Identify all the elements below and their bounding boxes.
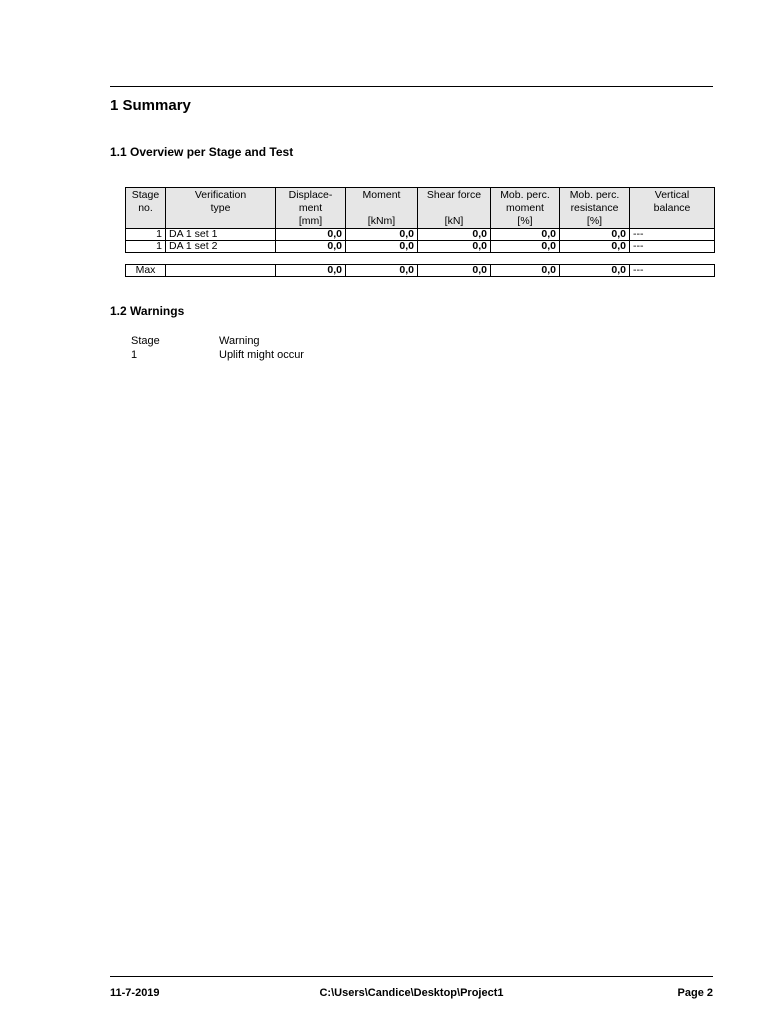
table-row [126, 229, 715, 241]
cell-type: DA 1 set 2 [166, 241, 276, 253]
cell-mob-moment: 0,0 [491, 241, 560, 253]
cell-shear: 0,0 [418, 229, 491, 241]
cell-mob-resistance: 0,0 [560, 265, 630, 277]
cell-type: DA 1 set 1 [166, 229, 276, 241]
warnings-title: 1.2 Warnings [110, 304, 185, 318]
header-moment: Moment [kNm] [346, 188, 418, 229]
cell-moment: 0,0 [346, 265, 418, 277]
header-mob-perc-moment: Mob. perc. moment [%] [491, 188, 560, 229]
warning-stage: 1 [131, 349, 138, 361]
cell-max-label: Max [126, 265, 166, 277]
cell-moment: 0,0 [346, 241, 418, 253]
footer-page-number: Page 2 [677, 987, 713, 999]
cell-type [166, 265, 276, 277]
table-spacer [126, 253, 715, 265]
footer-path: C:\Users\Candice\Desktop\Project1 [319, 987, 504, 999]
cell-mob-resistance: 0,0 [560, 241, 630, 253]
header-mob-perc-resistance: Mob. perc. resistance [%] [560, 188, 630, 229]
warning-text: Uplift might occur [219, 349, 304, 361]
cell-vertical: --- [630, 241, 715, 253]
cell-mob-moment: 0,0 [491, 265, 560, 277]
list-item [131, 348, 304, 362]
footer-rule [110, 976, 713, 977]
table-max-row [126, 265, 715, 277]
overview-table [125, 187, 715, 277]
cell-shear: 0,0 [418, 241, 491, 253]
cell-vertical: --- [630, 265, 715, 277]
cell-vertical: --- [630, 229, 715, 241]
cell-moment: 0,0 [346, 229, 418, 241]
cell-shear: 0,0 [418, 265, 491, 277]
cell-mob-moment: 0,0 [491, 229, 560, 241]
cell-mob-resistance: 0,0 [560, 229, 630, 241]
warnings-header-warning: Warning [219, 335, 260, 347]
table-header-row [126, 188, 715, 229]
cell-stage: 1 [126, 241, 166, 253]
header-shear-force: Shear force [kN] [418, 188, 491, 229]
warnings-header-stage: Stage [131, 335, 160, 347]
cell-displacement: 0,0 [276, 265, 346, 277]
cell-stage: 1 [126, 229, 166, 241]
header-rule [110, 86, 713, 87]
header-displacement: Displace- ment [mm] [276, 188, 346, 229]
cell-displacement: 0,0 [276, 241, 346, 253]
cell-displacement: 0,0 [276, 229, 346, 241]
section-title: 1 Summary [110, 97, 191, 114]
header-stage: Stage no. [126, 188, 166, 229]
footer-date: 11-7-2019 [110, 987, 160, 999]
header-vertical-balance: Vertical balance [630, 188, 715, 229]
warnings-list [131, 334, 304, 362]
overview-title: 1.1 Overview per Stage and Test [110, 145, 294, 159]
table-row [126, 241, 715, 253]
warnings-header [131, 334, 304, 348]
header-verification-type: Verification type [166, 188, 276, 229]
